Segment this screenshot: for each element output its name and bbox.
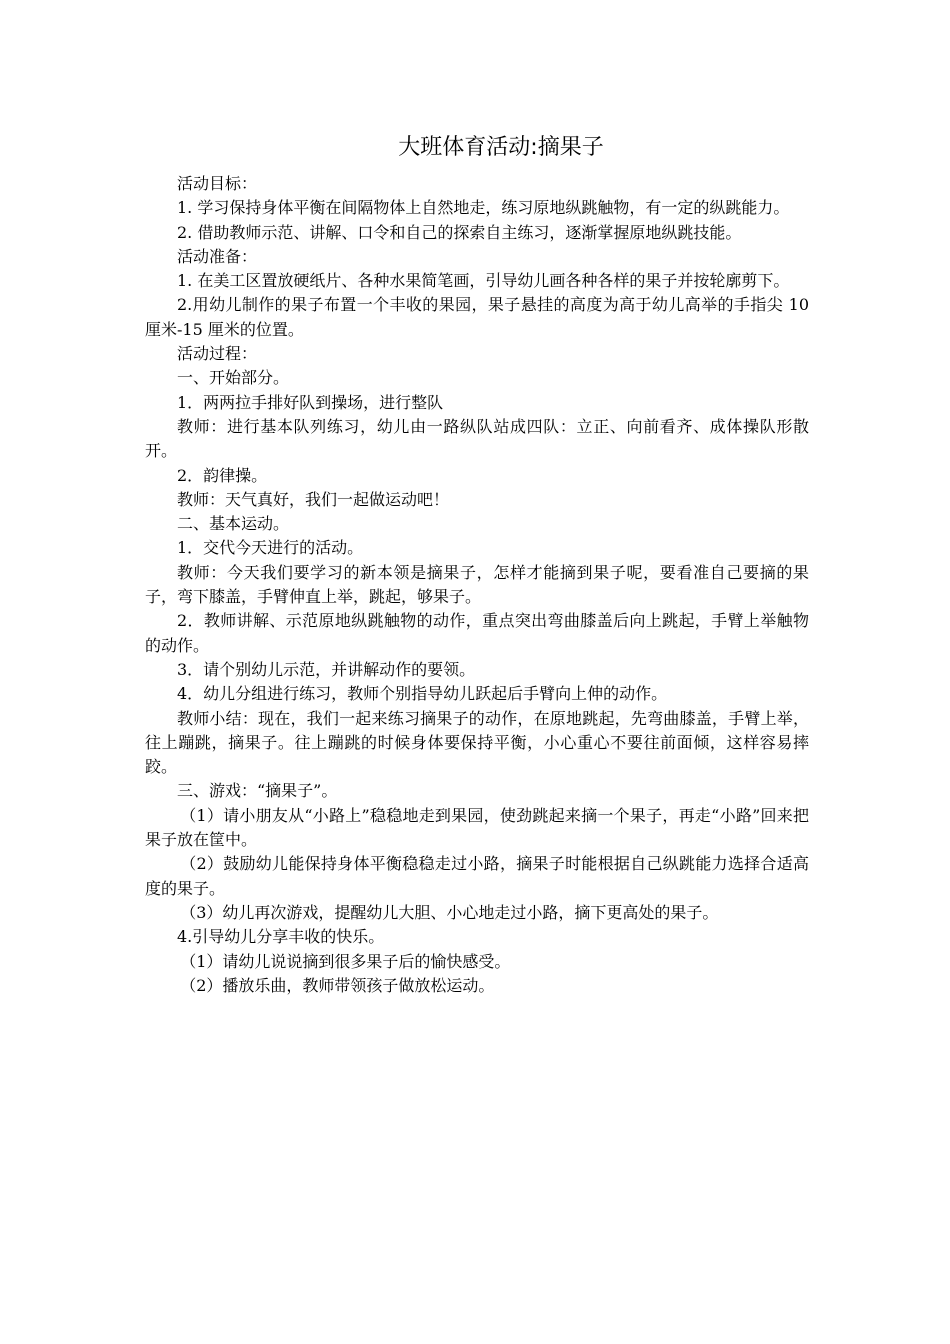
start-step-1: 1．两两拉手排好队到操场，进行整队	[177, 392, 444, 412]
game-step-3: （3）幼儿再次游戏，提醒幼儿大胆、小心地走过小路，摘下更高处的果子。	[180, 902, 719, 922]
preparation-1: 1. 在美工区置放硬纸片、各种水果简笔画，引导幼儿画各种各样的果子并按轮廓剪下。	[177, 271, 790, 291]
section-share: 4.引导幼儿分享丰收的快乐。	[177, 927, 385, 947]
game-step-1: （1）请小朋友从“小路上”稳稳地走到果园，使劲跳起来摘一个果子，再走“小路”回来把果子放在筐中。	[145, 805, 809, 850]
section-start: 一、开始部分。	[177, 368, 290, 388]
document-title: 大班体育活动:摘果子	[398, 135, 604, 160]
teacher-line-1: 教师：进行基本队列练习，幼儿由一路纵队站成四队：立正、向前看齐、成体操队形散开。	[145, 416, 809, 461]
start-step-2: 2．韵律操。	[177, 465, 268, 485]
game-step-2: （2）鼓励幼儿能保持身体平衡稳稳走过小路，摘果子时能根据自己纵跳能力选择合适高度的果子。	[145, 854, 809, 898]
basic-step-3: 3．请个别幼儿示范，并讲解动作的要领。	[177, 659, 476, 679]
teacher-summary: 教师小结：现在，我们一起来练习摘果子的动作，在原地跳起，先弯曲膝盖，手臂上举，往上蹦跳，摘果子。往上蹦跳的时候身体要保持平衡，小心重心不要往前面倾，这样容易摔跤。	[145, 708, 809, 777]
section-basic: 二、基本运动。	[177, 514, 290, 534]
teacher-line-3: 教师：今天我们要学习的新本领是摘果子，怎样才能摘到果子呢，要看准自己要摘的果子，弯下膝盖，手臂伸直上举，跳起，够果子。	[145, 562, 809, 607]
preparation-2: 2.用幼儿制作的果子布置一个丰收的果园，果子悬挂的高度为高于幼儿高举的手指尖 10 厘米-15 厘米的位置。	[145, 295, 809, 339]
share-step-2: （2）播放乐曲，教师带领孩子做放松运动。	[180, 975, 495, 995]
objective-2: 2. 借助教师示范、讲解、口令和自己的探索自主练习，逐渐掌握原地纵跳技能。	[177, 222, 742, 242]
heading-objectives: 活动目标：	[177, 174, 258, 193]
heading-process: 活动过程：	[177, 344, 258, 364]
basic-step-2: 2．教师讲解、示范原地纵跳触物的动作，重点突出弯曲膝盖后向上跳起，手臂上举触物的动作。	[145, 611, 809, 655]
basic-step-1: 1．交代今天进行的活动。	[177, 538, 364, 558]
section-game: 三、游戏：“摘果子”。	[177, 781, 338, 801]
document-page	[145, 132, 809, 998]
basic-step-4: 4．幼儿分组进行练习，教师个别指导幼儿跃起后手臂向上伸的动作。	[177, 684, 668, 704]
objective-1: 1. 学习保持身体平衡在间隔物体上自然地走，练习原地纵跳触物，有一定的纵跳能力。	[177, 198, 790, 218]
share-step-1: （1）请幼儿说说摘到很多果子后的愉快感受。	[180, 951, 511, 971]
teacher-line-2: 教师：天气真好，我们一起做运动吧！	[177, 489, 450, 509]
heading-preparation: 活动准备：	[177, 246, 258, 266]
